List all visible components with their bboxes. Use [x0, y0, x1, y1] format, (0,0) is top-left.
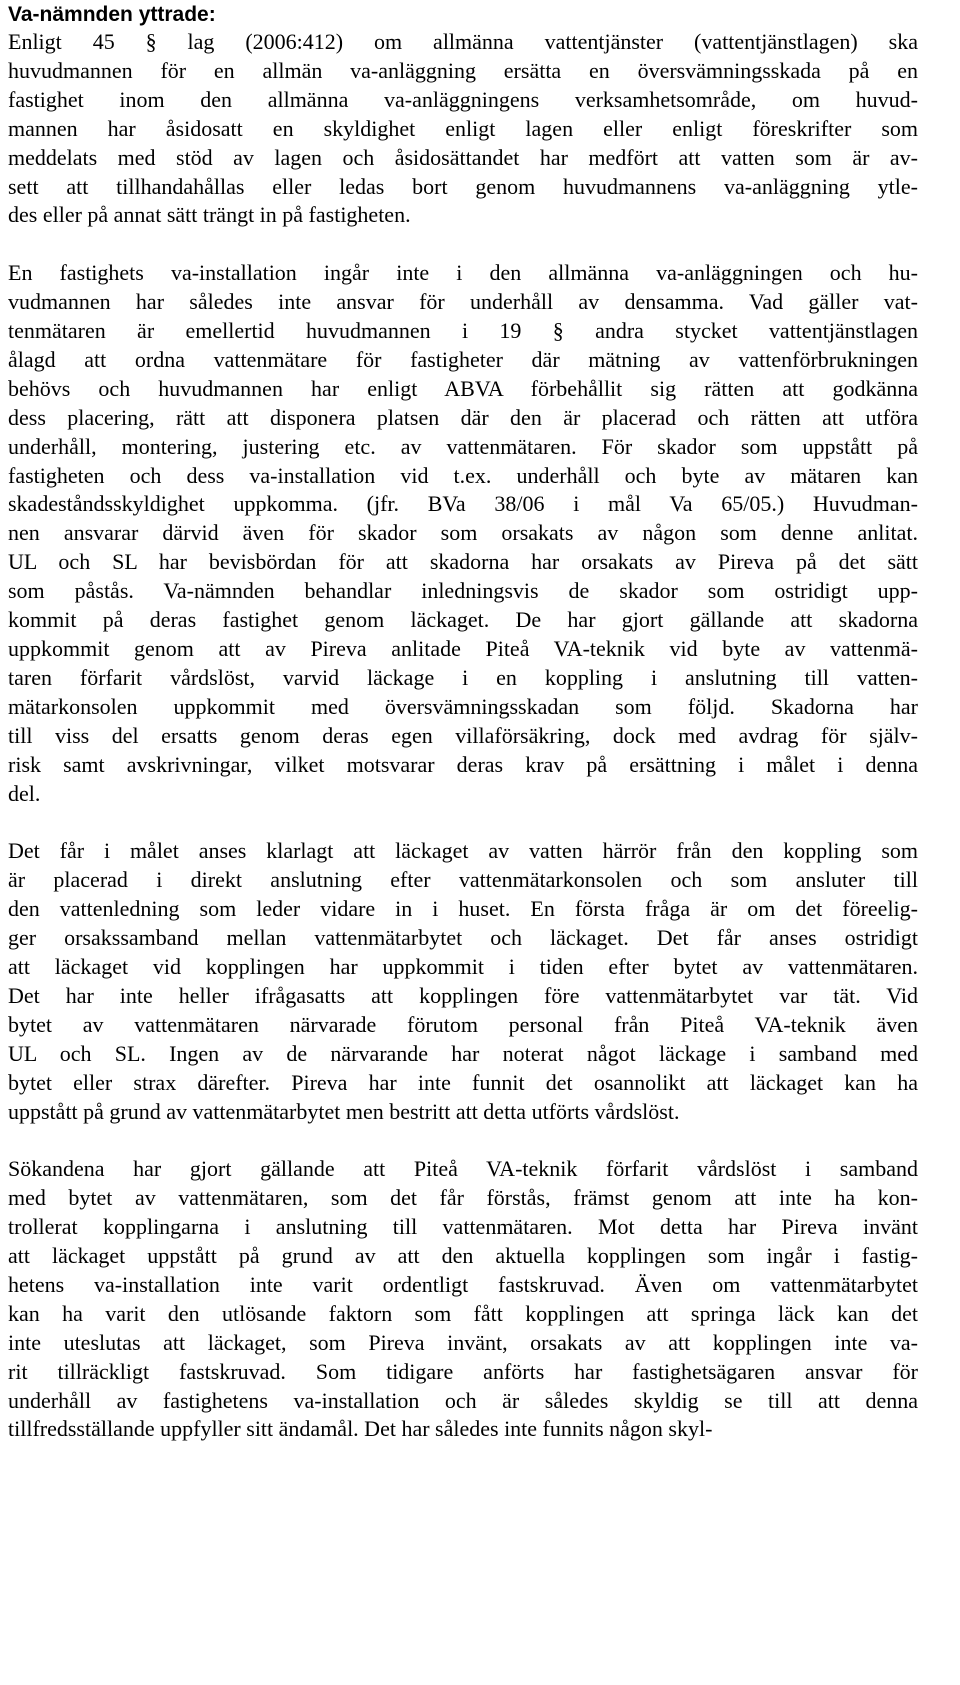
- text-line: uppkommit genom att av Pireva anlitade Piteå VA-teknik vid byte av vattenmä-: [8, 636, 918, 662]
- paragraph: [8, 1155, 918, 1444]
- text-line: Enligt 45 § lag (2006:412) om allmänna vattentjänster (vattentjänstlagen) ska: [8, 29, 918, 54]
- text-line: del.: [8, 780, 41, 806]
- text-line: taren förfarit vårdslöst, varvid läckage i en koppling i anslutning till vatten-: [8, 664, 918, 690]
- text-line: rit tillräckligt fastskruvad. Som tidigare anförts har fastighetsägaren ansvar för: [8, 1358, 918, 1384]
- paragraph-gap: [8, 1126, 918, 1155]
- text-line: att läckaget vid kopplingen har uppkommit i tiden efter bytet av vattenmätaren.: [8, 953, 918, 979]
- text-line: den vattenledning som leder vidare in i huset. En första fråga är om det föreelig-: [8, 896, 918, 922]
- text-line: Det har inte heller ifrågasatts att kopplingen före vattenmätarbytet var tät. Vid: [8, 982, 918, 1008]
- text-line: sett att tillhandahållas eller ledas bort genom huvudmannens va-anläggning ytle-: [8, 173, 918, 199]
- text-line: vudmannen har således inte ansvar för underhåll av densamma. Vad gäller vat-: [8, 289, 918, 315]
- text-line: till viss del ersatts genom deras egen villaförsäkring, dock med avdrag för själv-: [8, 722, 918, 748]
- text-line: hetens va-installation inte varit ordentligt fastskruvad. Även om vattenmätarbytet: [8, 1271, 918, 1297]
- text-line: fastigheten och dess va-installation vid t.ex. underhåll och byte av mätaren kan: [8, 462, 918, 488]
- text-line: kommit på deras fastighet genom läckaget. De har gjort gällande att skadorna: [8, 607, 918, 633]
- text-line: uppstått på grund av vattenmätarbytet men bestritt att detta utförts vårdslöst.: [8, 1098, 680, 1124]
- text-line: underhåll av fastighetens va-installation och är således skyldig se till att denna: [8, 1387, 918, 1413]
- text-line: Det får i målet anses klarlagt att läckaget av vatten härrör från den koppling som: [8, 838, 918, 864]
- document-body: [8, 28, 918, 1444]
- text-line: dess placering, rätt att disponera platsen där den är placerad och rätten att utföra: [8, 404, 918, 430]
- paragraph: [8, 28, 918, 230]
- text-line: UL och SL har bevisbördan för att skadorna har orsakats av Pireva på det sätt: [8, 549, 918, 575]
- text-line: bytet eller strax därefter. Pireva har inte funnit det osannolikt att läckaget kan ha: [8, 1069, 918, 1095]
- text-line: är placerad i direkt anslutning efter vattenmätarkonsolen och som ansluter till: [8, 867, 918, 893]
- text-line: huvudmannen för en allmän va-anläggning ersätta en översvämningsskada på en: [8, 57, 918, 83]
- text-line: fastighet inom den allmänna va-anläggningens verksamhetsområde, om huvud-: [8, 86, 918, 112]
- text-line: nen ansvarar därvid även för skador som orsakats av någon som denne anlitat.: [8, 520, 918, 546]
- paragraph-gap: [8, 808, 918, 837]
- text-line: som påstås. Va-nämnden behandlar inledningsvis de skador som ostridigt upp-: [8, 578, 918, 604]
- text-line: underhåll, montering, justering etc. av vattenmätaren. För skador som uppstått på: [8, 433, 918, 459]
- text-line: ålagd att ordna vattenmätare för fastigheter där mätning av vattenförbrukningen: [8, 346, 918, 372]
- text-line: bytet av vattenmätaren närvarade förutom personal från Piteå VA-teknik även: [8, 1011, 918, 1037]
- text-line: kan ha varit den utlösande faktorn som fått kopplingen att springa läck kan det: [8, 1300, 918, 1326]
- section-heading: Va-nämnden yttrade:: [8, 3, 216, 26]
- text-line: Sökandena har gjort gällande att Piteå VA-teknik förfarit vårdslöst i samband: [8, 1156, 918, 1182]
- paragraph: [8, 259, 918, 808]
- text-line: mannen har åsidosatt en skyldighet enligt lagen eller enligt föreskrifter som: [8, 115, 918, 141]
- text-line: risk samt avskrivningar, vilket motsvarar deras krav på ersättning i målet i denna: [8, 751, 918, 777]
- text-line: trollerat kopplingarna i anslutning till vattenmätaren. Mot detta har Pireva invänt: [8, 1214, 918, 1240]
- text-line: meddelats med stöd av lagen och åsidosättandet har medfört att vatten som är av-: [8, 144, 918, 170]
- text-line: UL och SL. Ingen av de närvarande har noterat något läckage i samband med: [8, 1040, 918, 1066]
- text-line: att läckaget uppstått på grund av att den aktuella kopplingen som ingår i fastig-: [8, 1243, 918, 1269]
- paragraph-gap: [8, 230, 918, 259]
- text-line: ger orsakssamband mellan vattenmätarbytet och läckaget. Det får anses ostridigt: [8, 925, 918, 951]
- text-line: tillfredsställande uppfyller sitt ändamål. Det har således inte funnits någon skyl-: [8, 1416, 713, 1442]
- text-line: inte uteslutas att läckaget, som Pireva invänt, orsakats av att kopplingen inte va-: [8, 1329, 918, 1355]
- paragraph: [8, 837, 918, 1126]
- text-line: med bytet av vattenmätaren, som det får förstås, främst genom att inte ha kon-: [8, 1185, 918, 1211]
- text-line: En fastighets va-installation ingår inte i den allmänna va-anläggningen och hu-: [8, 260, 918, 286]
- text-line: tenmätaren är emellertid huvudmannen i 19 § andra stycket vattentjänstlagen: [8, 318, 918, 344]
- text-line: des eller på annat sätt trängt in på fastigheten.: [8, 202, 411, 228]
- text-line: behövs och huvudmannen har enligt ABVA förbehållit sig rätten att godkänna: [8, 375, 918, 401]
- text-line: skadeståndsskyldighet uppkomma. (jfr. BVa 38/06 i mål Va 65/05.) Huvudman-: [8, 491, 918, 517]
- text-line: mätarkonsolen uppkommit med översvämningsskadan som följd. Skadorna har: [8, 693, 918, 719]
